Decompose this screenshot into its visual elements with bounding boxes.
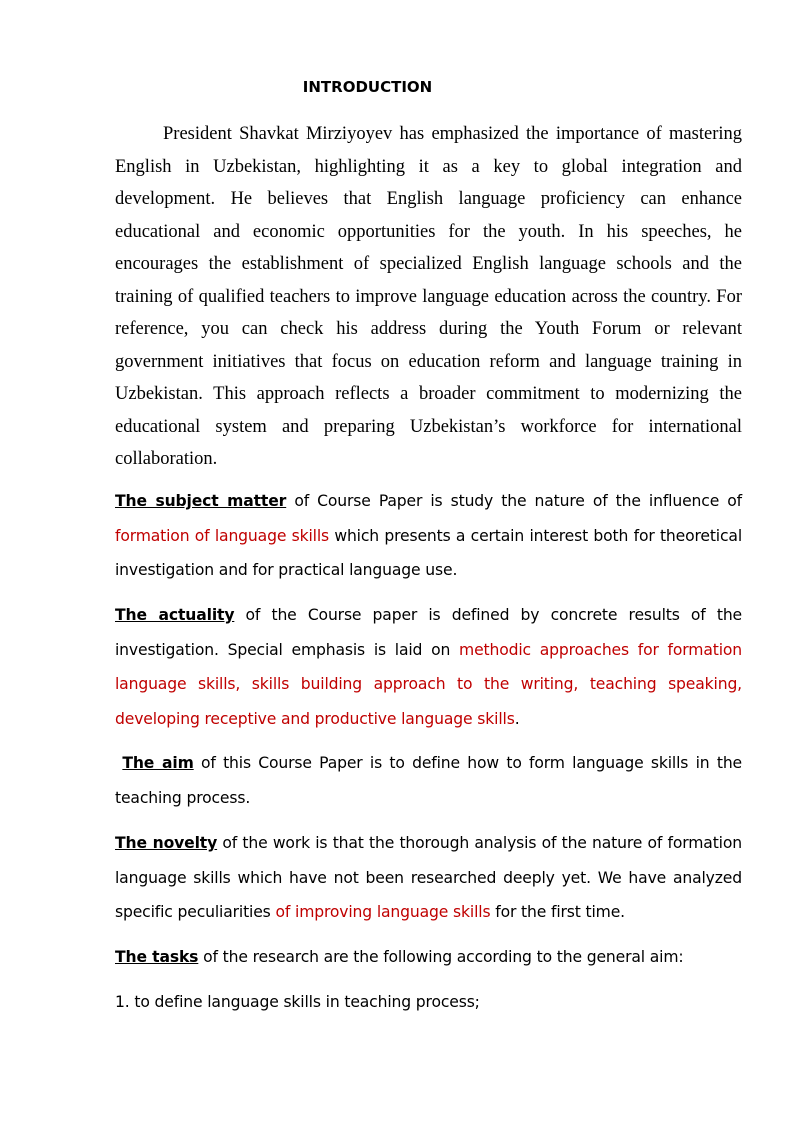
actuality-heading: The actuality [115, 606, 235, 624]
actuality-text-end: . [514, 709, 520, 728]
novelty-highlight: of improving language skills [275, 903, 491, 921]
aim-heading: The aim [122, 754, 194, 772]
task-list-item: 1. to define language skills in teaching process; [115, 993, 480, 1011]
subject-matter-paragraph [115, 484, 742, 588]
actuality-highlight: methodic approaches for formation language skills, skills building approach to the writing, teaching speaking, developing receptive and productive language skills [115, 640, 742, 728]
actuality-paragraph [115, 598, 742, 736]
subject-matter-text: of Course Paper is study the nature of the influence of [286, 492, 742, 510]
tasks-text: of the research are the following according to the general aim: [198, 948, 684, 966]
subject-matter-text-end: which presents a certain interest both for theoretical investigation and for practical language use. [115, 526, 742, 579]
novelty-text: of the work is that the thorough analysis of the nature of formation language skills which have not been researched deeply yet. We have analyzed specific peculiarities [115, 834, 742, 921]
intro-paragraph: President Shavkat Mirziyoyev has emphasized the importance of mastering English in Uzbekistan, highlighting it as a key to global integration and development. He believes that English language proficiency can enhance educational and economic opportunities for the youth. In his speeches, he encourages the establishment of specialized English language schools and the training of qualified teachers to improve language education across the country. For reference, you can check his address during the Youth Forum or relevant government initiatives that focus on education reform and language training in Uzbekistan. This approach reflects a broader commitment to modernizing the educational system and preparing Uzbekistan’s workforce for international collaboration. [115, 124, 742, 469]
page-title: INTRODUCTION [302, 78, 433, 96]
novelty-heading: The novelty [115, 834, 218, 852]
tasks-heading: The tasks [115, 948, 199, 966]
novelty-paragraph [115, 826, 742, 930]
aim-paragraph [115, 746, 742, 815]
aim-text: of this Course Paper is to define how to form language skills in the teaching process. [115, 754, 742, 807]
novelty-text-end: for the first time. [490, 903, 625, 921]
actuality-text: of the Course paper is defined by concrete results of the investigation. Special emphasis is laid on [115, 606, 742, 659]
subject-matter-highlight: formation of language skills [115, 526, 329, 545]
tasks-paragraph [115, 940, 742, 975]
subject-matter-heading: The subject matter [115, 492, 287, 510]
